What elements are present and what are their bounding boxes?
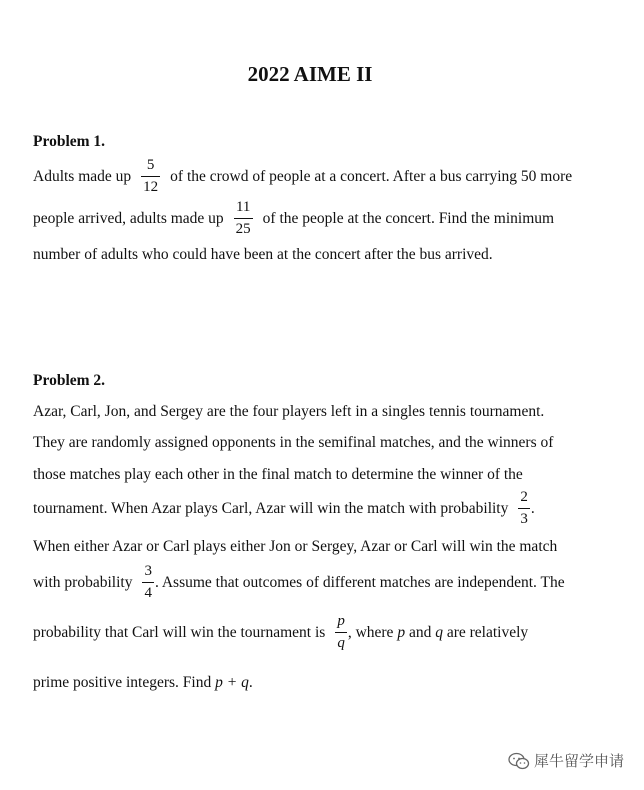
fraction-denominator: 3 <box>518 508 530 527</box>
problem-2-line-4 <box>33 490 535 527</box>
text-run: Adults made up <box>33 167 132 185</box>
text-run: are relatively <box>446 623 529 641</box>
text-run: . <box>530 499 535 517</box>
text-run: of the crowd of people at a concert. After a bus carrying 50 more <box>170 167 573 185</box>
fraction-numerator: 3 <box>144 563 152 579</box>
text-run: When either Azar or Carl plays either Jon or Sergey, Azar or Carl will win the match <box>33 538 558 555</box>
fraction-2-3 <box>518 490 530 527</box>
text-run: They are randomly assigned opponents in the semifinal matches, and the winners of <box>33 434 554 451</box>
fraction-3-4 <box>142 564 154 601</box>
problem-1-line-2 <box>33 200 554 237</box>
problem-1-heading: Problem 1. <box>33 133 106 150</box>
problem-2-line-8 <box>33 674 253 692</box>
text-run: and <box>408 623 432 641</box>
fraction-denominator: 12 <box>141 176 160 195</box>
fraction-numerator: 11 <box>235 199 251 215</box>
fraction-denominator: 4 <box>142 582 154 601</box>
fraction-numerator: 5 <box>146 157 155 173</box>
wechat-icon <box>508 752 530 770</box>
text-run: , where <box>347 623 394 641</box>
fraction-denominator: q <box>335 632 347 651</box>
problem-2-line-2 <box>33 434 553 452</box>
fraction-p-q <box>335 614 347 651</box>
fraction-11-25 <box>234 200 253 237</box>
problem-2-line-6 <box>33 564 565 601</box>
problem-2-heading: Problem 2. <box>33 372 106 389</box>
text-run: Azar, Carl, Jon, and Sergey are the four players left in a singles tennis tournament. <box>33 403 545 420</box>
text-run: people arrived, adults made up <box>33 209 224 227</box>
expression-p-plus-q: p + q <box>215 674 249 691</box>
text-run: of the people at the concert. Find the minimum <box>262 209 555 227</box>
fraction-denominator: 25 <box>234 218 253 237</box>
variable-p: p <box>397 623 406 641</box>
page-title: 2022 AIME II <box>247 62 373 86</box>
text-run: . Assume that outcomes of different matches are independent. The <box>154 573 565 591</box>
text-run: with probability <box>33 573 133 591</box>
variable-q: q <box>435 623 443 641</box>
watermark-text: 犀牛留学申请 <box>533 752 624 770</box>
text-run: probability that Carl will win the tournament is <box>33 623 326 641</box>
text-run: number of adults who could have been at the concert after the bus arrived. <box>33 246 493 263</box>
problem-1-line-3 <box>33 246 493 264</box>
watermark <box>508 750 624 771</box>
problem-2-line-5 <box>33 538 557 556</box>
fraction-5-12 <box>141 158 160 195</box>
problem-1-line-1 <box>33 158 572 195</box>
fraction-numerator: 2 <box>520 489 528 505</box>
text-run: prime positive integers. Find <box>33 674 212 691</box>
problem-2-line-7 <box>33 614 528 651</box>
text-run: tournament. When Azar plays Carl, Azar will win the match with probability <box>33 499 509 517</box>
text-run: those matches play each other in the final match to determine the winner of the <box>33 466 523 483</box>
text-run: . <box>248 674 253 691</box>
problem-2-line-1 <box>33 403 544 421</box>
fraction-numerator: p <box>337 613 345 629</box>
problem-2-line-3 <box>33 466 523 484</box>
